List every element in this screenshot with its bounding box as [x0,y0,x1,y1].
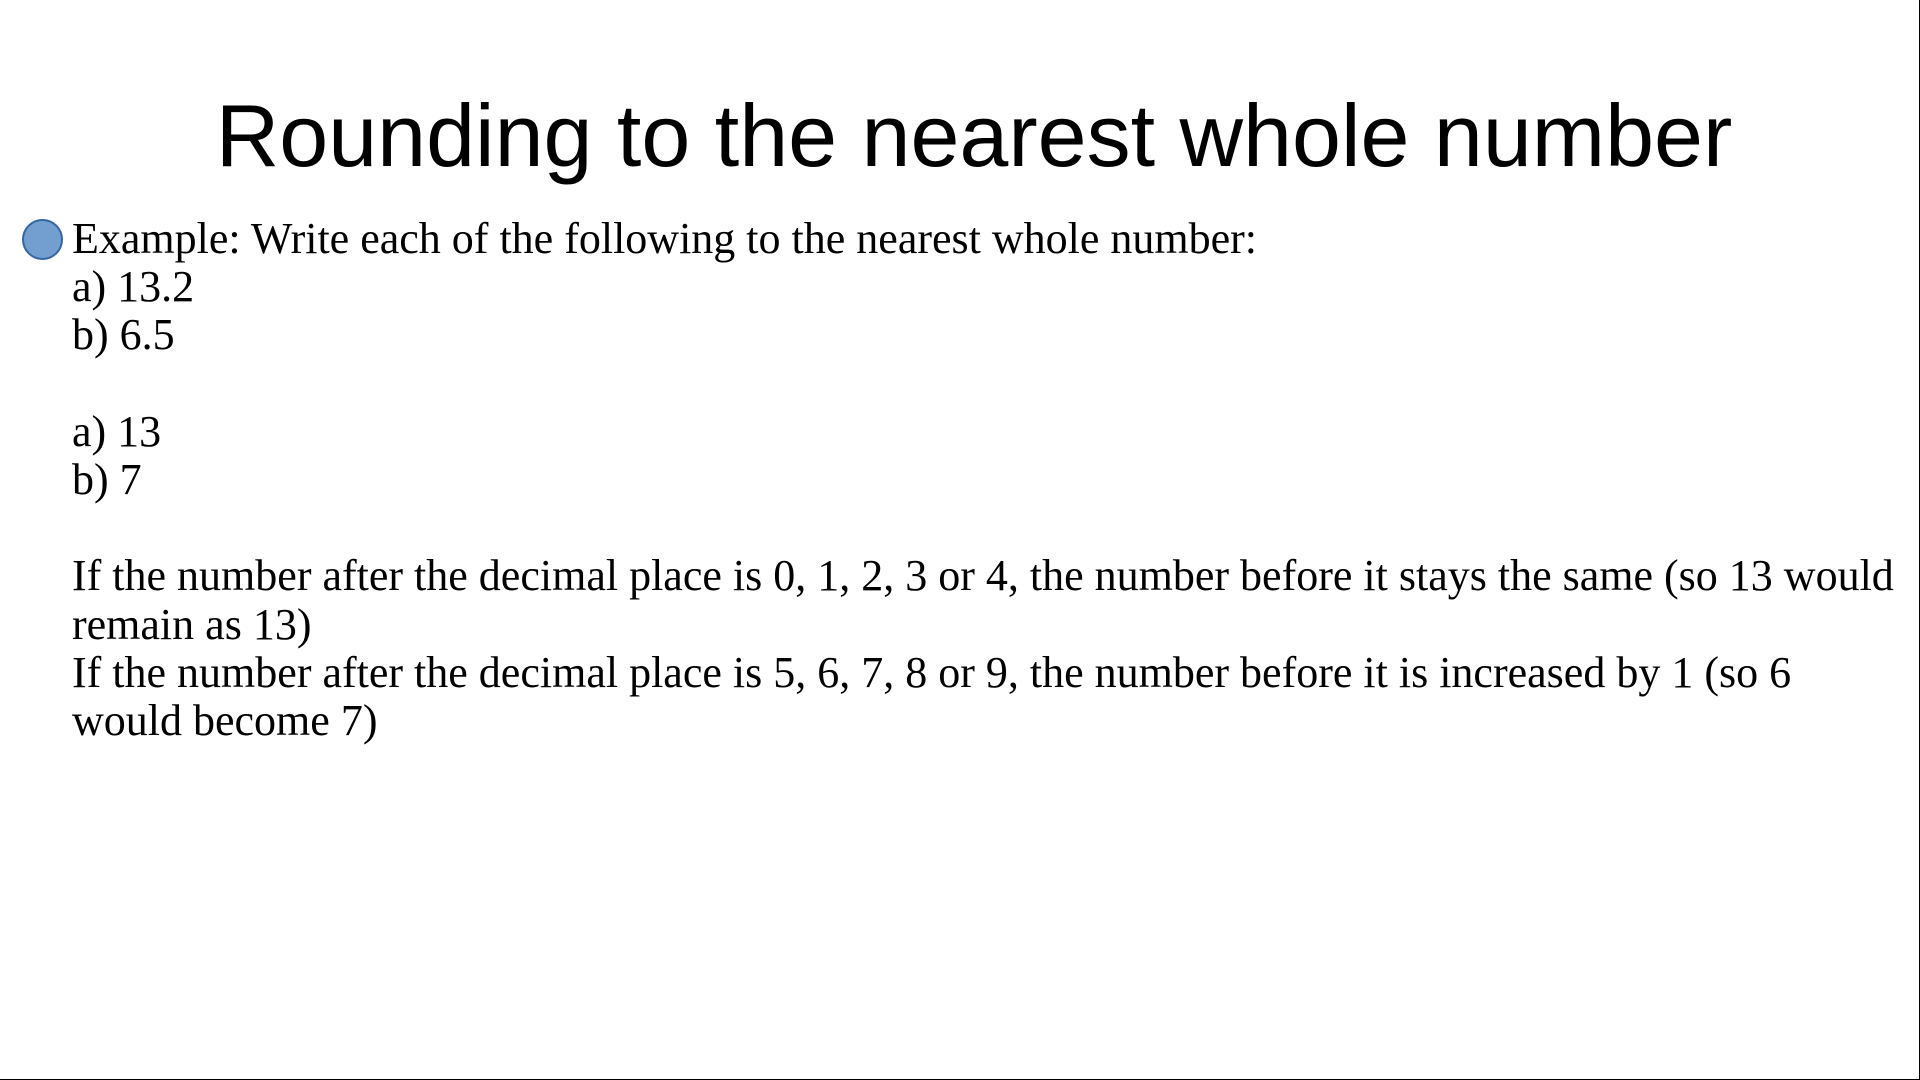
slide-body [72,215,1912,745]
example-prompt: Example: Write each of the following to the nearest whole number: [72,214,1258,263]
answer-a: a) 13 [72,406,162,456]
rule-round-up: If the number after the decimal place is 5, 6, 7, 8 or 9, the number before it is increased by 1 (so 6 would become 7) [72,647,1792,745]
spacer [72,504,1912,552]
answer-b: b) 7 [72,455,142,504]
rule-round-down: If the number after the decimal place is 0, 1, 2, 3 or 4, the number before it stays the same (so 13 would remain as 13) [72,551,1894,649]
slide-title: Rounding to the nearest whole number [215,86,1733,185]
bullet-circle-icon [22,219,63,260]
spacer [72,360,1912,408]
question-b: b) 6.5 [72,310,175,360]
question-a: a) 13.2 [72,262,195,312]
